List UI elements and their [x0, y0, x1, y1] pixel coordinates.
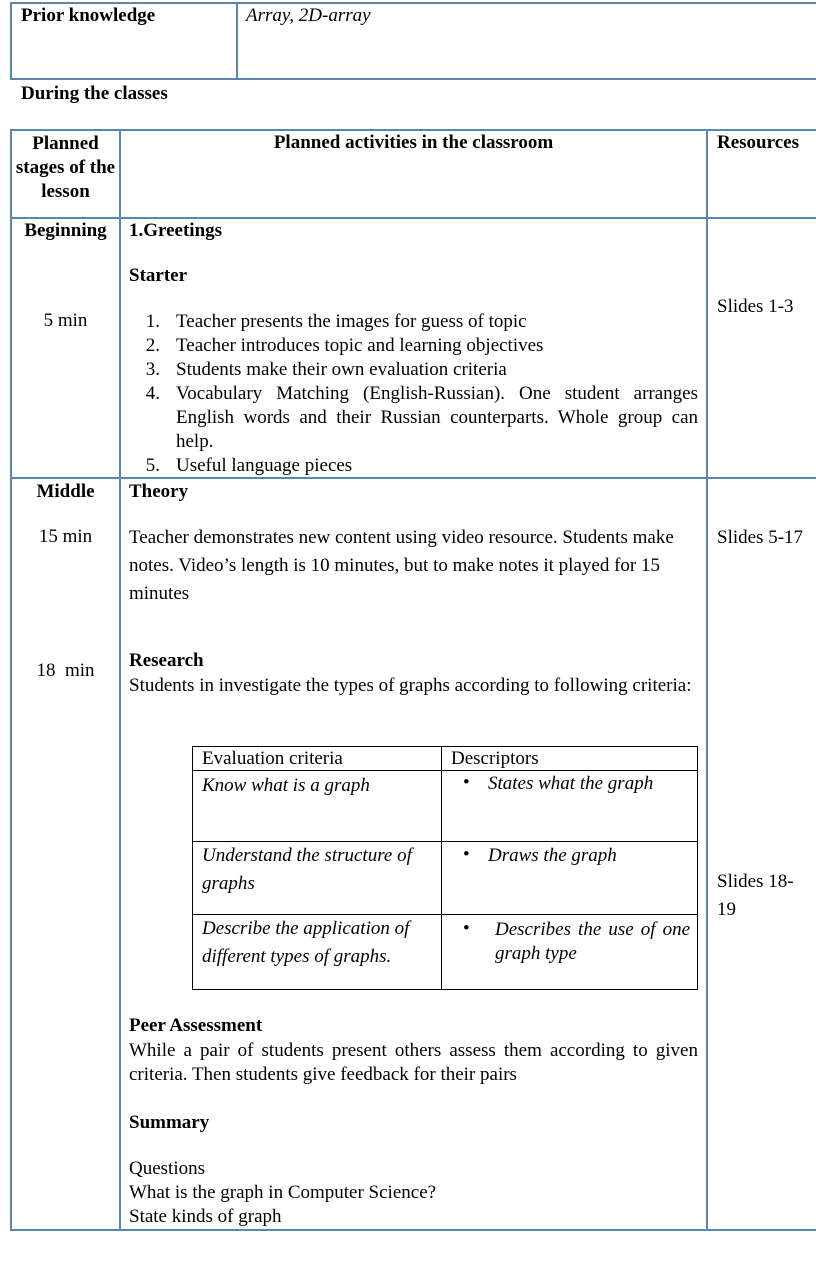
greetings-heading: 1.Greetings	[129, 220, 223, 241]
criteria-header: Evaluation criteria	[202, 748, 343, 769]
during-classes-title: During the classes	[21, 83, 168, 104]
summary-heading: Summary	[129, 1112, 210, 1133]
criteria-cell: Describe the application of different types of graphs.	[202, 918, 410, 967]
header-resources: Resources	[717, 132, 799, 153]
research-text: Students in investigate the types of graphs according to following criteria:	[129, 675, 692, 696]
question-item: What is the graph in Computer Science?	[129, 1182, 437, 1203]
theory-text: Teacher demonstrates new content using video resource. Students make notes. Video’s length is 10 minutes, but to make notes it played for 15 minutes	[129, 527, 674, 604]
descriptor-cell: Draws the graph	[488, 845, 617, 866]
theory-heading: Theory	[129, 481, 189, 502]
time-middle-research: 18 min	[36, 660, 95, 681]
prior-left-border	[10, 2, 12, 80]
prior-top-border	[10, 2, 816, 4]
prior-knowledge-label: Prior knowledge	[21, 5, 156, 26]
header-stages: Planned stages of the lesson	[15, 133, 116, 202]
time-middle-theory: 15 min	[38, 526, 93, 547]
bullet-icon: •	[463, 918, 470, 939]
list-item: 2. Teacher introduces topic and learning objectives	[145, 335, 544, 356]
list-item: 3. Students make their own evaluation criteria	[145, 359, 507, 380]
resource-middle-research: Slides 18-19	[717, 871, 794, 920]
main-top-border	[10, 129, 816, 131]
resource-beginning: Slides 1-3	[717, 296, 794, 317]
header-activities: Planned activities in the classroom	[273, 132, 554, 153]
stage-middle: Middle	[36, 481, 95, 502]
prior-divider	[236, 2, 238, 80]
starter-heading: Starter	[129, 265, 188, 286]
stage-beginning: Beginning	[24, 220, 107, 241]
header-bottom-border	[10, 217, 816, 219]
list-item: 4. Vocabulary Matching (English-Russian). One student arranges English words and their Russian counterparts. Whole group can help.	[145, 383, 698, 452]
bullet-icon: •	[463, 772, 470, 793]
peer-assessment-heading: Peer Assessment	[129, 1015, 263, 1036]
peer-assessment-text: While a pair of students present others assess them according to given criteria. Then students give feedback for their pairs	[129, 1040, 698, 1085]
list-item: 5. Useful language pieces	[145, 455, 353, 476]
criteria-cell: Know what is a graph	[202, 775, 370, 796]
main-bottom-border	[10, 1229, 816, 1231]
resource-divider	[706, 129, 708, 1231]
descriptor-cell: Describes the use of one graph type	[495, 919, 690, 964]
prior-knowledge-value: Array, 2D-array	[246, 5, 371, 26]
list-item: 1. Teacher presents the images for guess of topic	[145, 311, 527, 332]
descriptor-cell: States what the graph	[488, 773, 654, 794]
bullet-icon: •	[463, 844, 470, 865]
stage-divider	[119, 129, 121, 1231]
question-item: State kinds of graph	[129, 1206, 282, 1227]
prior-bottom-border	[10, 78, 816, 80]
criteria-cell: Understand the structure of graphs	[202, 845, 412, 894]
resource-middle-theory: Slides 5-17	[717, 527, 804, 548]
research-heading: Research	[129, 650, 204, 671]
questions-label: Questions	[129, 1158, 205, 1179]
time-beginning: 5 min	[43, 310, 88, 331]
descriptors-header: Descriptors	[451, 748, 539, 769]
